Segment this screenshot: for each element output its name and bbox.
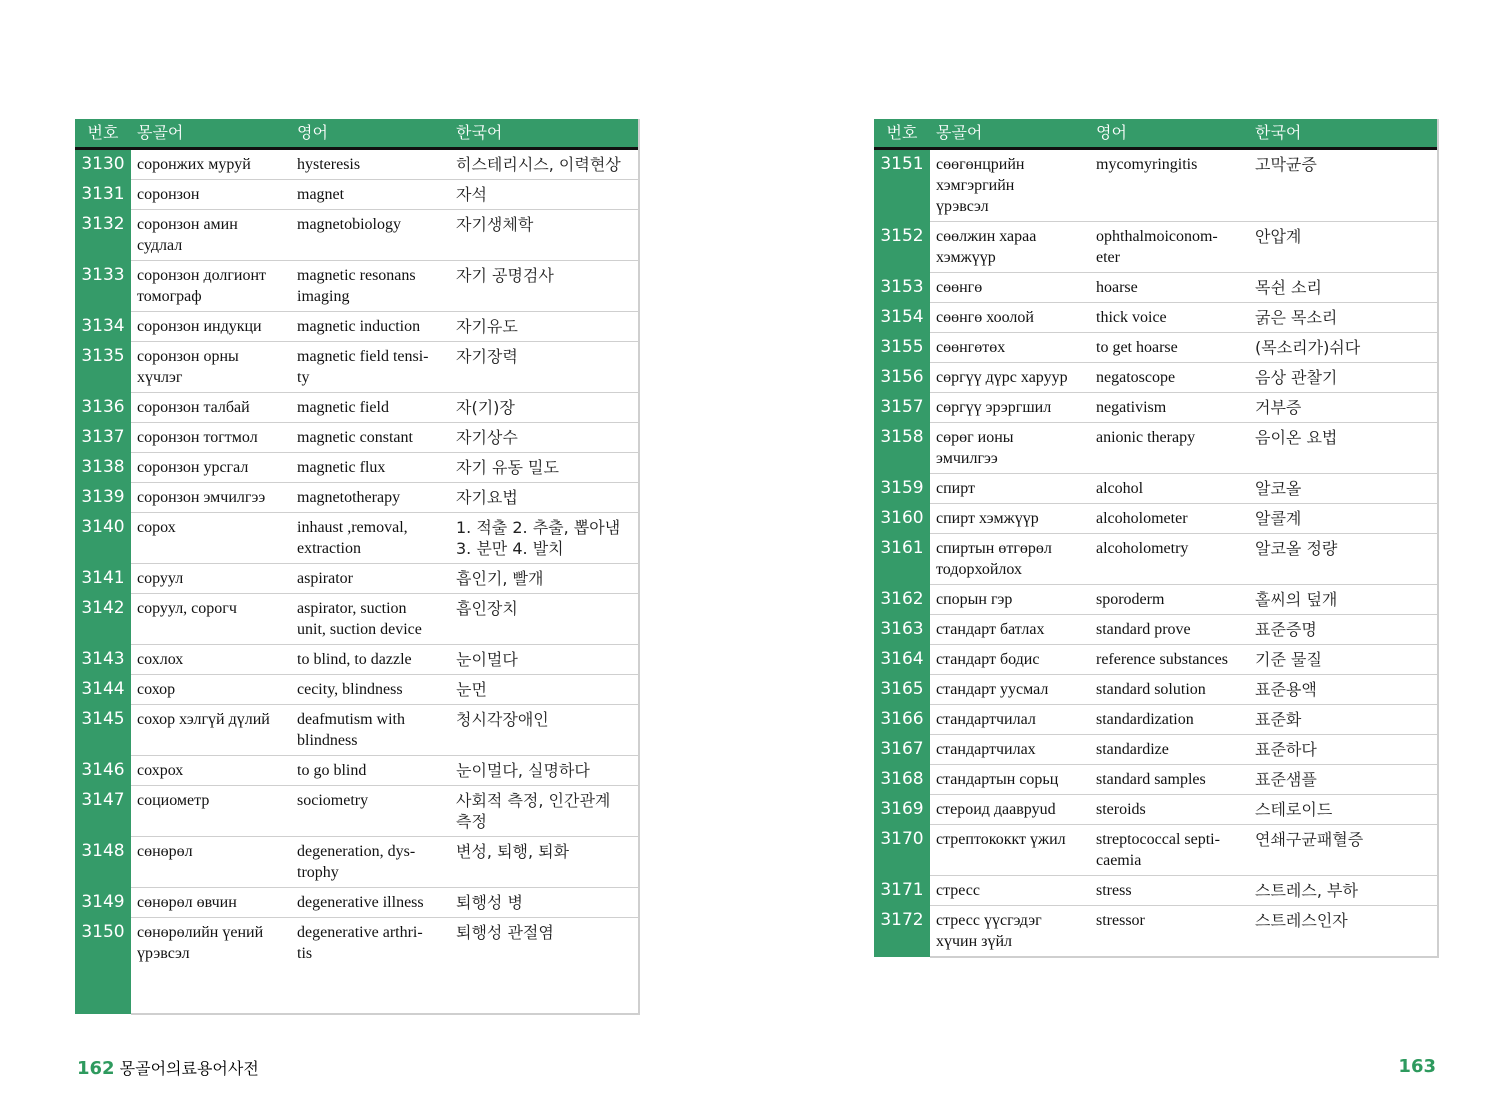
entry-number: 3156: [874, 363, 930, 394]
table-row: [75, 756, 638, 786]
korean-term: 1. 적출 2. 추출, 뽑아냄 3. 분만 4. 발치: [456, 518, 621, 558]
page-number-left: 162: [77, 1058, 115, 1079]
korean-term: 기준 물질: [1255, 650, 1322, 669]
table-row: [874, 585, 1437, 615]
table-row: [75, 675, 638, 705]
korean-term: 스트레스, 부하: [1255, 881, 1358, 900]
english-term: magnetic constant: [297, 429, 413, 446]
table-row: [874, 222, 1437, 273]
mongolian-term: соронзон амин судлал: [137, 216, 238, 254]
english-term: steroids: [1096, 801, 1146, 818]
mongolian-term: сөөлжин хараа хэмжүүр: [936, 228, 1037, 266]
table-row: [874, 393, 1437, 423]
mongolian-term: стрептококкт үжил: [936, 831, 1066, 848]
entry-number: 3131: [75, 180, 131, 211]
entry-number: 3139: [75, 483, 131, 514]
table-row: [874, 705, 1437, 735]
korean-term: 목쉰 소리: [1255, 278, 1322, 297]
entry-number: 3160: [874, 504, 930, 535]
english-term: mycomyringitis: [1096, 156, 1198, 173]
entry-number: 3162: [874, 585, 930, 616]
entry-number: 3155: [874, 333, 930, 364]
mongolian-term: соронзон тогтмол: [137, 429, 258, 446]
korean-term: 흡인장치: [456, 599, 518, 618]
english-term: magnetic resonans imaging: [297, 267, 416, 305]
table-row: [75, 564, 638, 594]
mongolian-term: сөөнгө хоолой: [936, 309, 1034, 326]
entry-number: 3143: [75, 645, 131, 676]
korean-term: 자기상수: [456, 428, 518, 447]
mongolian-term: стандартчилал: [936, 711, 1036, 728]
mongolian-term: сөөгөнцрийн хэмгэргийн үрэвсэл: [936, 156, 1025, 215]
korean-term: 알콜계: [1255, 509, 1302, 528]
entry-number: 3151: [874, 150, 930, 223]
table-row: [874, 876, 1437, 906]
table-row: [75, 594, 638, 645]
entry-number: 3135: [75, 342, 131, 394]
mongolian-term: стандартчилах: [936, 741, 1036, 758]
entry-number: 3165: [874, 675, 930, 706]
english-term: hysteresis: [297, 156, 361, 173]
english-term: deafmutism with blindness: [297, 711, 405, 749]
mongolian-term: соронзон орны хүчлэг: [137, 348, 239, 386]
mongolian-term: спирт: [936, 480, 976, 497]
table-row: [75, 342, 638, 393]
entry-number: 3149: [75, 888, 131, 919]
mongolian-term: сохлох: [137, 651, 184, 668]
korean-term: 히스테리시스, 이력현상: [456, 155, 621, 174]
english-term: stressor: [1096, 912, 1145, 929]
entry-number: 3130: [75, 150, 131, 181]
english-term: inhaust ,removal, extraction: [297, 519, 408, 557]
table-row: [874, 333, 1437, 363]
mongolian-term: соронзон: [137, 186, 200, 203]
mongolian-term: спирт хэмжүүр: [936, 510, 1039, 527]
mongolian-term: стресс үүсгэдэг хүчин зүйл: [936, 912, 1042, 950]
korean-term: 흡인기, 빨개: [456, 569, 544, 588]
english-term: negativism: [1096, 399, 1167, 416]
korean-term: 표준증명: [1255, 620, 1317, 639]
korean-term: 청시각장애인: [456, 710, 549, 729]
english-term: standard solution: [1096, 681, 1206, 698]
english-term: aspirator: [297, 570, 353, 587]
header-mongolian: 몽골어: [936, 123, 983, 142]
mongolian-term: сөргүү дүрс харуур: [936, 369, 1068, 386]
table-row: [75, 150, 638, 180]
mongolian-term: соронзон талбай: [137, 399, 250, 416]
mongolian-term: соронзон урсгал: [137, 459, 249, 476]
korean-term: 자기유도: [456, 317, 518, 336]
mongolian-term: сохор: [137, 681, 176, 698]
table-header: [874, 119, 1437, 150]
english-term: ophthalmoiconom- eter: [1096, 228, 1218, 266]
table-row: [874, 645, 1437, 675]
mongolian-term: стандартын сорьц: [936, 771, 1059, 788]
english-term: standard samples: [1096, 771, 1206, 788]
english-term: stress: [1096, 882, 1132, 899]
english-term: magnetic flux: [297, 459, 386, 476]
korean-term: 안압계: [1255, 227, 1302, 246]
entry-number: 3140: [75, 513, 131, 565]
korean-term: 음이온 요법: [1255, 428, 1338, 447]
table-row: [874, 534, 1437, 585]
english-term: alcoholometry: [1096, 540, 1189, 557]
english-term: to go blind: [297, 762, 367, 779]
table-row: [874, 675, 1437, 705]
english-term: sociometry: [297, 792, 369, 809]
header-english: 영어: [1096, 123, 1127, 142]
entry-number: 3172: [874, 906, 930, 958]
korean-term: 고막균증: [1255, 155, 1317, 174]
footer-right: [1398, 1056, 1436, 1077]
entry-number: 3161: [874, 534, 930, 586]
korean-term: 음상 관찰기: [1255, 368, 1338, 387]
table-row: [75, 645, 638, 675]
entry-number: 3132: [75, 210, 131, 262]
table-row: [75, 705, 638, 756]
entry-number: 3169: [874, 795, 930, 826]
table-row: [75, 513, 638, 564]
korean-term: 홀씨의 덮개: [1255, 590, 1338, 609]
english-term: magnetic field: [297, 399, 389, 416]
table-row: [874, 303, 1437, 333]
entry-number: 3142: [75, 594, 131, 646]
mongolian-term: соронзон индукци: [137, 318, 262, 335]
korean-term: 표준용액: [1255, 680, 1317, 699]
korean-term: 눈먼: [456, 680, 487, 699]
english-term: degenerative arthri- tis: [297, 924, 423, 962]
table-row: [75, 453, 638, 483]
mongolian-term: сөргүү эрэргшил: [936, 399, 1052, 416]
mongolian-term: сөнөрөл өвчин: [137, 894, 237, 911]
english-term: hoarse: [1096, 279, 1138, 296]
mongolian-term: спорын гэр: [936, 591, 1013, 608]
korean-term: 사회적 측정, 인간관계 측정: [456, 791, 611, 831]
mongolian-term: соронзон долгионт томограф: [137, 267, 267, 305]
header-number: 번호: [886, 123, 918, 142]
korean-term: 표준하다: [1255, 740, 1317, 759]
english-term: to blind, to dazzle: [297, 651, 412, 668]
entry-number: 3171: [874, 876, 930, 907]
entry-number: 3134: [75, 312, 131, 343]
korean-term: 자(기)장: [456, 398, 515, 417]
korean-term: 퇴행성 관절염: [456, 923, 554, 942]
table-row: [874, 474, 1437, 504]
mongolian-term: соруул: [137, 570, 184, 587]
english-term: thick voice: [1096, 309, 1167, 326]
korean-term: 퇴행성 병: [456, 893, 523, 912]
mongolian-term: сохор хэлгүй дүлий: [137, 711, 270, 728]
entry-number: 3163: [874, 615, 930, 646]
english-term: magnetic field tensi- ty: [297, 348, 429, 386]
english-term: reference substances: [1096, 651, 1228, 668]
table-row: [75, 312, 638, 342]
english-term: cecity, blindness: [297, 681, 403, 698]
table-row: [874, 615, 1437, 645]
entry-number: 3138: [75, 453, 131, 484]
korean-term: 굵은 목소리: [1255, 308, 1338, 327]
table-row: [874, 825, 1437, 876]
english-term: standardization: [1096, 711, 1194, 728]
table-row: [75, 261, 638, 312]
english-term: magnetotherapy: [297, 489, 401, 506]
footer-left: [77, 1056, 259, 1079]
table-row: [75, 837, 638, 888]
mongolian-term: сөнөрөл: [137, 843, 193, 860]
english-term: to get hoarse: [1096, 339, 1178, 356]
korean-term: 눈이멀다: [456, 650, 518, 669]
english-term: alcohol: [1096, 480, 1144, 497]
mongolian-term: стандарт бодис: [936, 651, 1040, 668]
english-term: alcoholometer: [1096, 510, 1188, 527]
english-term: negatoscope: [1096, 369, 1176, 386]
english-term: magnetic induction: [297, 318, 421, 335]
table-header: [75, 119, 638, 150]
header-english: 영어: [297, 123, 328, 142]
korean-term: 자기 공명검사: [456, 266, 554, 285]
korean-term: 스테로이드: [1255, 800, 1333, 819]
entry-number: 3164: [874, 645, 930, 676]
english-term: sporoderm: [1096, 591, 1165, 608]
term-table-right: [874, 119, 1439, 958]
english-term: anionic therapy: [1096, 429, 1196, 446]
table-row: [874, 765, 1437, 795]
mongolian-term: сохрох: [137, 762, 184, 779]
korean-term: 자기 유동 밀도: [456, 458, 559, 477]
entry-number: 3157: [874, 393, 930, 424]
mongolian-term: соруул, сорогч: [137, 600, 237, 617]
english-term: aspirator, suction unit, suction device: [297, 600, 422, 638]
table-row: [874, 273, 1437, 303]
mongolian-term: сөнөрөлийн үений үрэвсэл: [137, 924, 264, 962]
english-term: magnetobiology: [297, 216, 401, 233]
entry-number: 3150: [75, 918, 131, 1015]
entry-number: 3159: [874, 474, 930, 505]
table-row: [874, 504, 1437, 534]
korean-term: 표준화: [1255, 710, 1302, 729]
entry-number: 3152: [874, 222, 930, 274]
mongolian-term: сөрөг ионы эмчилгээ: [936, 429, 1014, 467]
entry-number: 3141: [75, 564, 131, 595]
table-row: [874, 363, 1437, 393]
english-term: magnet: [297, 186, 345, 203]
table-row: [75, 180, 638, 210]
mongolian-term: стресс: [936, 882, 980, 899]
korean-term: 알코올 정량: [1255, 539, 1338, 558]
korean-term: 알코올: [1255, 479, 1302, 498]
entry-number: 3158: [874, 423, 930, 475]
table-row: [75, 210, 638, 261]
entry-number: 3168: [874, 765, 930, 796]
english-term: degenerative illness: [297, 894, 424, 911]
header-number: 번호: [87, 123, 119, 142]
entry-number: 3136: [75, 393, 131, 424]
korean-term: 변성, 퇴행, 퇴화: [456, 842, 570, 861]
korean-term: (목소리가)쉬다: [1255, 338, 1361, 357]
header-mongolian: 몽골어: [137, 123, 184, 142]
korean-term: 거부증: [1255, 398, 1302, 417]
entry-number: 3147: [75, 786, 131, 838]
header-korean: 한국어: [1255, 123, 1302, 142]
mongolian-term: соронзон эмчилгээ: [137, 489, 266, 506]
mongolian-term: стандарт батлах: [936, 621, 1045, 638]
entry-number: 3153: [874, 273, 930, 304]
mongolian-term: спиртын өтгөрөл тодорхойлох: [936, 540, 1052, 578]
korean-term: 표준샘플: [1255, 770, 1317, 789]
entry-number: 3146: [75, 756, 131, 787]
korean-term: 스트레스인자: [1255, 911, 1348, 930]
english-term: standard prove: [1096, 621, 1191, 638]
mongolian-term: социометр: [137, 792, 210, 809]
entry-number: 3170: [874, 825, 930, 877]
korean-term: 자기요법: [456, 488, 518, 507]
entry-number: 3148: [75, 837, 131, 889]
page-number-right: 163: [1398, 1056, 1436, 1077]
entry-number: 3154: [874, 303, 930, 334]
entry-number: 3144: [75, 675, 131, 706]
mongolian-term: соронжих муруй: [137, 156, 251, 173]
mongolian-term: сорох: [137, 519, 176, 536]
table-row: [75, 483, 638, 513]
entry-number: 3166: [874, 705, 930, 736]
term-table-left: [75, 119, 640, 1015]
entry-number: 3137: [75, 423, 131, 454]
header-korean: 한국어: [456, 123, 503, 142]
korean-term: 자기장력: [456, 347, 518, 366]
english-term: degeneration, dys- trophy: [297, 843, 416, 881]
table-row: [75, 423, 638, 453]
table-row: [874, 423, 1437, 474]
table-row: [874, 735, 1437, 765]
entry-number: 3167: [874, 735, 930, 766]
table-row: [75, 786, 638, 837]
korean-term: 자석: [456, 185, 487, 204]
entry-number: 3145: [75, 705, 131, 757]
korean-term: 자기생체학: [456, 215, 534, 234]
english-term: streptococcal septi- caemia: [1096, 831, 1220, 869]
table-row: [75, 393, 638, 423]
table-row: [874, 150, 1437, 222]
table-row: [874, 795, 1437, 825]
table-row: [75, 918, 638, 1013]
mongolian-term: стандарт уусмал: [936, 681, 1049, 698]
mongolian-term: сөөнгөтөх: [936, 339, 1006, 356]
table-row: [874, 906, 1437, 956]
mongolian-term: сөөнгө: [936, 279, 983, 296]
mongolian-term: стероид даавруud: [936, 801, 1056, 818]
book-title: 몽골어의료용어사전: [119, 1059, 259, 1078]
korean-term: 눈이멀다, 실명하다: [456, 761, 590, 780]
entry-number: 3133: [75, 261, 131, 313]
korean-term: 연쇄구균패혈증: [1255, 830, 1364, 849]
english-term: standardize: [1096, 741, 1169, 758]
table-row: [75, 888, 638, 918]
